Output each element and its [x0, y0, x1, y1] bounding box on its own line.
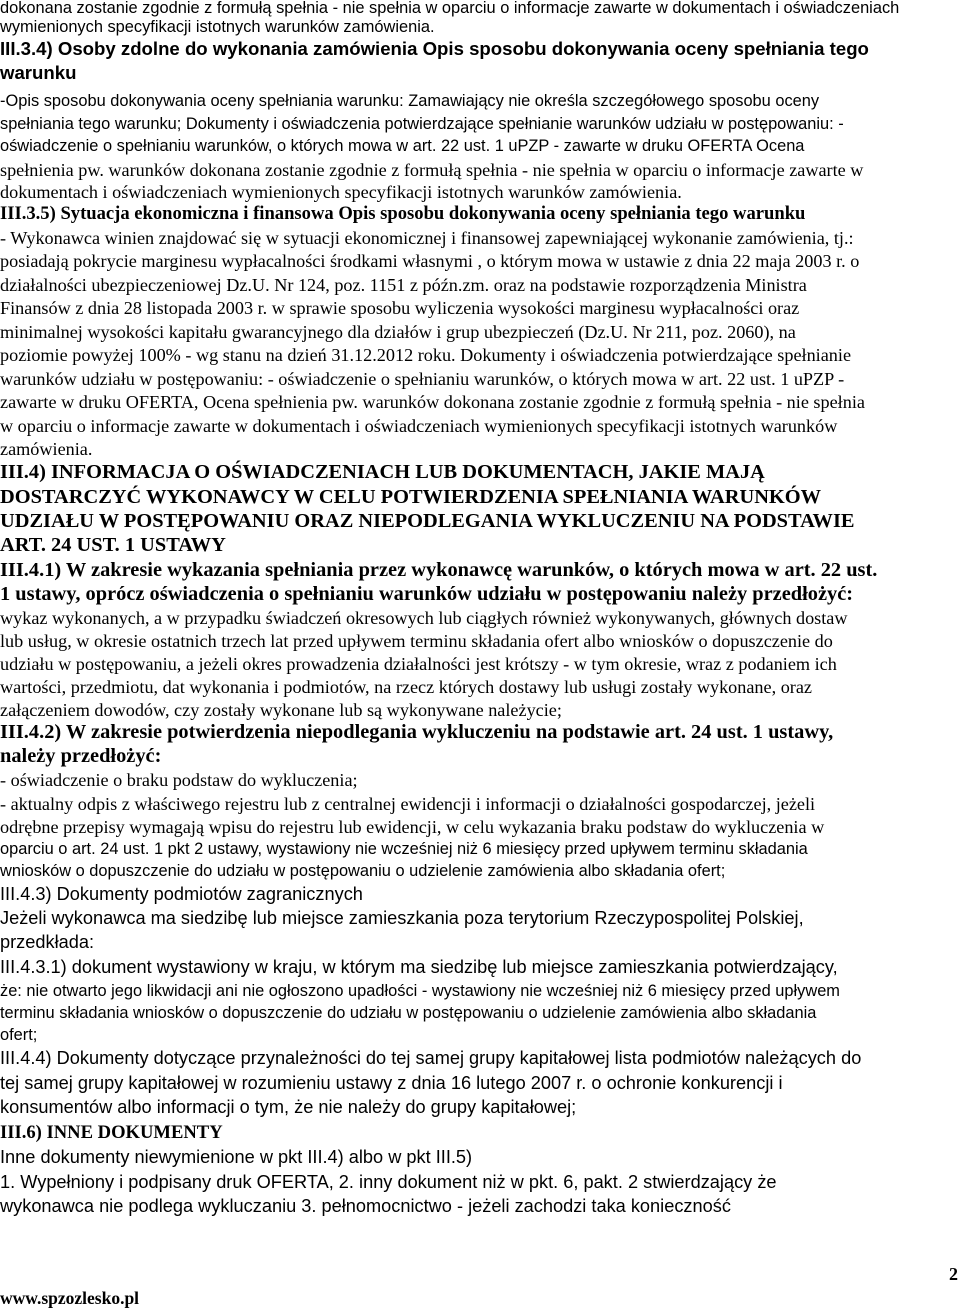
- section-heading: 1 ustawy, oprócz oświadczenia o spełnianiu warunków udziału w postępowaniu należy przedłożyć:: [0, 583, 854, 605]
- text-line: - Wykonawca winien znajdować się w sytuacji ekonomicznej i finansowej zapewniającej wykonanie zamówienia, tj.:: [0, 228, 854, 248]
- text-line: konsumentów albo informacji o tym, że nie należy do grupy kapitałowej;: [0, 1097, 577, 1117]
- text-line: dokonana zostanie zgodnie z formułą spełnia - nie spełnia w oparciu o informacje zawarte w dokumentach i oświadczeniach: [0, 0, 900, 17]
- section-heading: III.4.2) W zakresie potwierdzenia niepodlegania wykluczeniu na podstawie art. 24 ust. 1 ustawy,: [0, 721, 834, 743]
- text-line: tej samej grupy kapitałowej w rozumieniu ustawy z dnia 16 lutego 2007 r. o ochronie konkurencji i: [0, 1073, 783, 1093]
- text-line: - oświadczenie o braku podstaw do wykluczenia;: [0, 770, 358, 790]
- section-heading: III.4.1) W zakresie wykazania spełniania przez wykonawcę warunków, o których mowa w art. 22 ust.: [0, 559, 878, 581]
- text-line: 1. Wypełniony i podpisany druk OFERTA, 2. inny dokument niż w pkt. 6, pakt. 2 stwierdzający że: [0, 1172, 777, 1192]
- text-line: ofert;: [0, 1026, 38, 1044]
- text-line: dokumentach i oświadczeniach wymienionych specyfikacji istotnych warunków zamówienia.: [0, 182, 682, 202]
- text-line: minimalnej wysokości kapitału gwarancyjnego dla działów i grup ubezpieczeń (Dz.U. Nr 211, poz. 2060), na: [0, 322, 796, 342]
- text-line: III.4.3) Dokumenty podmiotów zagranicznych: [0, 884, 363, 904]
- section-heading: III.3.5) Sytuacja ekonomiczna i finansowa Opis sposobu dokonywania oceny spełniania tego warunku: [0, 203, 806, 224]
- text-line: w oparciu o informacje zawarte w dokumentach i oświadczeniach wymienionych specyfikacji istotnych warunków: [0, 416, 838, 436]
- text-line: wykaz wykonanych, a w przypadku świadczeń okresowych lub ciągłych również wykonywanych, głównych dostaw: [0, 608, 848, 628]
- section-heading: DOSTARCZYĆ WYKONAWCY W CELU POTWIERDZENIA SPEŁNIANIA WARUNKÓW: [0, 486, 822, 508]
- text-line: Finansów z dnia 28 listopada 2003 r. w sprawie sposobu wyliczenia wysokości marginesu wypłacalności oraz: [0, 298, 800, 318]
- section-heading: UDZIAŁU W POSTĘPOWANIU ORAZ NIEPODLEGANIA WYKLUCZENIU NA PODSTAWIE: [0, 510, 855, 532]
- text-line: że: nie otwarto jego likwidacji ani nie ogłoszono upadłości - wystawiony nie wcześniej niż 6 miesięcy przed upływem: [0, 982, 840, 1000]
- text-line: przedkłada:: [0, 932, 95, 952]
- text-line: posiadają pokrycie marginesu wypłacalności środkami własnymi , o którym mowa w ustawie z dnia 22 maja 2003 r. o: [0, 251, 860, 271]
- text-line: wniosków o dopuszczenie do udziału w postępowaniu o udzielenie zamówienia albo składania ofert;: [0, 862, 726, 880]
- text-line: działalności ubezpieczeniowej Dz.U. Nr 124, poz. 1151 z późn.zm. oraz na podstawie rozporządzenia Ministra: [0, 275, 807, 295]
- footer-website-link[interactable]: www.spzozlesko.pl: [0, 1288, 140, 1308]
- text-line: zawarte w druku OFERTA, Ocena spełnienia pw. warunków dokonana zostanie zgodnie z formułą spełnia - nie spełnia: [0, 392, 865, 412]
- text-line: zamówienia.: [0, 439, 93, 459]
- text-line: terminu składania wniosków o dopuszczenie do udziału w postępowaniu o udzielenie zamówienia albo składania: [0, 1004, 817, 1022]
- text-line: spełniania tego warunku; Dokumenty i oświadczenia potwierdzające spełnianie warunków udziału w postępowaniu: -: [0, 115, 844, 133]
- section-heading: ART. 24 UST. 1 USTAWY: [0, 534, 226, 556]
- text-line: oparciu o art. 24 ust. 1 pkt 2 ustawy, wystawiony nie wcześniej niż 6 miesięcy przed upływem terminu składania: [0, 840, 808, 858]
- text-line: -Opis sposobu dokonywania oceny spełniania warunku: Zamawiający nie określa szczegółowego sposobu oceny: [0, 92, 820, 110]
- page-number: 2: [949, 1264, 958, 1284]
- text-line: III.4.4) Dokumenty dotyczące przynależności do tej samej grupy kapitałowej lista podmiotów należących do: [0, 1048, 862, 1068]
- text-line: załączeniem dowodów, czy zostały wykonane lub są wykonywane należycie;: [0, 700, 562, 720]
- text-line: Inne dokumenty niewymienione w pkt III.4) albo w pkt III.5): [0, 1147, 473, 1167]
- text-line: wartości, przedmiotu, dat wykonania i podmiotów, na rzecz których dostawy lub usługi zostały wykonane, oraz: [0, 677, 812, 697]
- text-line: oświadczenie o spełnianiu warunków, o których mowa w art. 22 ust. 1 uPZP - zawarte w druku OFERTA Ocena: [0, 137, 805, 155]
- text-line: warunków udziału w postępowaniu: - oświadczenie o spełnianiu warunków, o których mowa w art. 22 ust. 1 uPZP -: [0, 369, 845, 389]
- text-line: odrębne przepisy wymagają wpisu do rejestru lub ewidencji, w celu wykazania braku podstaw do wykluczenia w: [0, 817, 825, 837]
- section-heading: warunku: [0, 62, 77, 83]
- text-line: poziomie powyżej 100% - wg stanu na dzień 31.12.2012 roku. Dokumenty i oświadczenia potwierdzające spełnianie: [0, 345, 852, 365]
- section-heading: należy przedłożyć:: [0, 745, 162, 767]
- text-line: wymienionych specyfikacji istotnych warunków zamówienia.: [0, 18, 435, 36]
- text-line: lub usług, w okresie ostatnich trzech lat przed upływem terminu składania ofert albo wniosków o dopuszczenie do: [0, 631, 833, 651]
- text-line: Jeżeli wykonawca ma siedzibę lub miejsce zamieszkania poza terytorium Rzeczypospolitej Polskiej,: [0, 908, 804, 928]
- section-heading: III.4) INFORMACJA O OŚWIADCZENIACH LUB DOKUMENTACH, JAKIE MAJĄ: [0, 461, 765, 483]
- section-heading: III.6) INNE DOKUMENTY: [0, 1122, 223, 1143]
- text-line: udziału w postępowaniu, a jeżeli okres prowadzenia działalności jest krótszy - w tym okresie, wraz z podaniem ich: [0, 654, 837, 674]
- section-heading: III.3.4) Osoby zdolne do wykonania zamówienia Opis sposobu dokonywania oceny spełniania tego: [0, 38, 869, 59]
- text-line: III.4.3.1) dokument wystawiony w kraju, w którym ma siedzibę lub miejsce zamieszkania potwierdzający,: [0, 957, 838, 977]
- text-line: wykonawca nie podlega wykluczaniu 3. pełnomocnictwo - jeżeli zachodzi taka konieczność: [0, 1196, 731, 1216]
- text-line: spełnienia pw. warunków dokonana zostanie zgodnie z formułą spełnia - nie spełnia w oparciu o informacje zawarte w: [0, 160, 864, 180]
- text-line: - aktualny odpis z właściwego rejestru lub z centralnej ewidencji i informacji o działalności gospodarczej, jeżeli: [0, 794, 816, 814]
